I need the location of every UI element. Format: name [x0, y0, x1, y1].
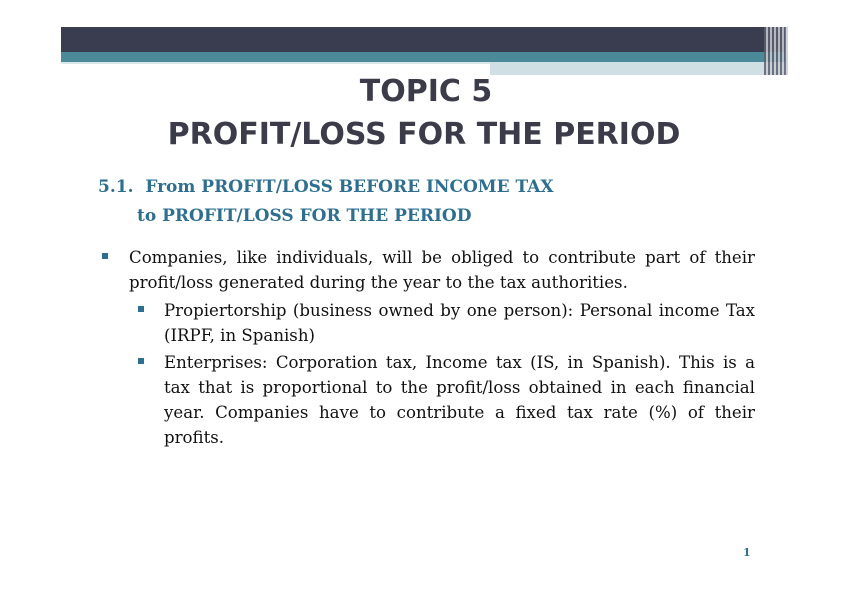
bullet-text-companies: Companies, like individuals, will be obliged to contribute part of their profit/loss generated during the year to the tax authorities. [129, 248, 755, 292]
bullet-square-icon [138, 358, 144, 364]
bullet-text-enterprises: Enterprises: Corporation tax, Income tax (IS, in Spanish). This is a tax that is proportional to the profit/loss obtained in each financial year. Companies have to contribute a fixed tax rate (%) of their profits. [164, 353, 755, 447]
slide-title-line-2: PROFIT/LOSS FOR THE PERIOD [167, 117, 681, 152]
bullet-square-icon [102, 253, 108, 259]
banner-dark-bar [61, 27, 785, 52]
section-heading-line-1: 5.1. From PROFIT/LOSS BEFORE INCOME TAX [98, 177, 554, 197]
banner-light-line [61, 62, 490, 64]
bullet-text-propiertorship: Propiertorship (business owned by one person): Personal income Tax (IRPF, in Spanish) [164, 301, 755, 345]
banner-teal-bar [61, 52, 785, 62]
page-number: 1 [743, 546, 751, 559]
banner-stripes [764, 27, 788, 75]
slide-title-line-1: TOPIC 5 [359, 74, 493, 109]
bullet-square-icon [138, 306, 144, 312]
section-heading-line-2: to PROFIT/LOSS FOR THE PERIOD [137, 206, 472, 226]
